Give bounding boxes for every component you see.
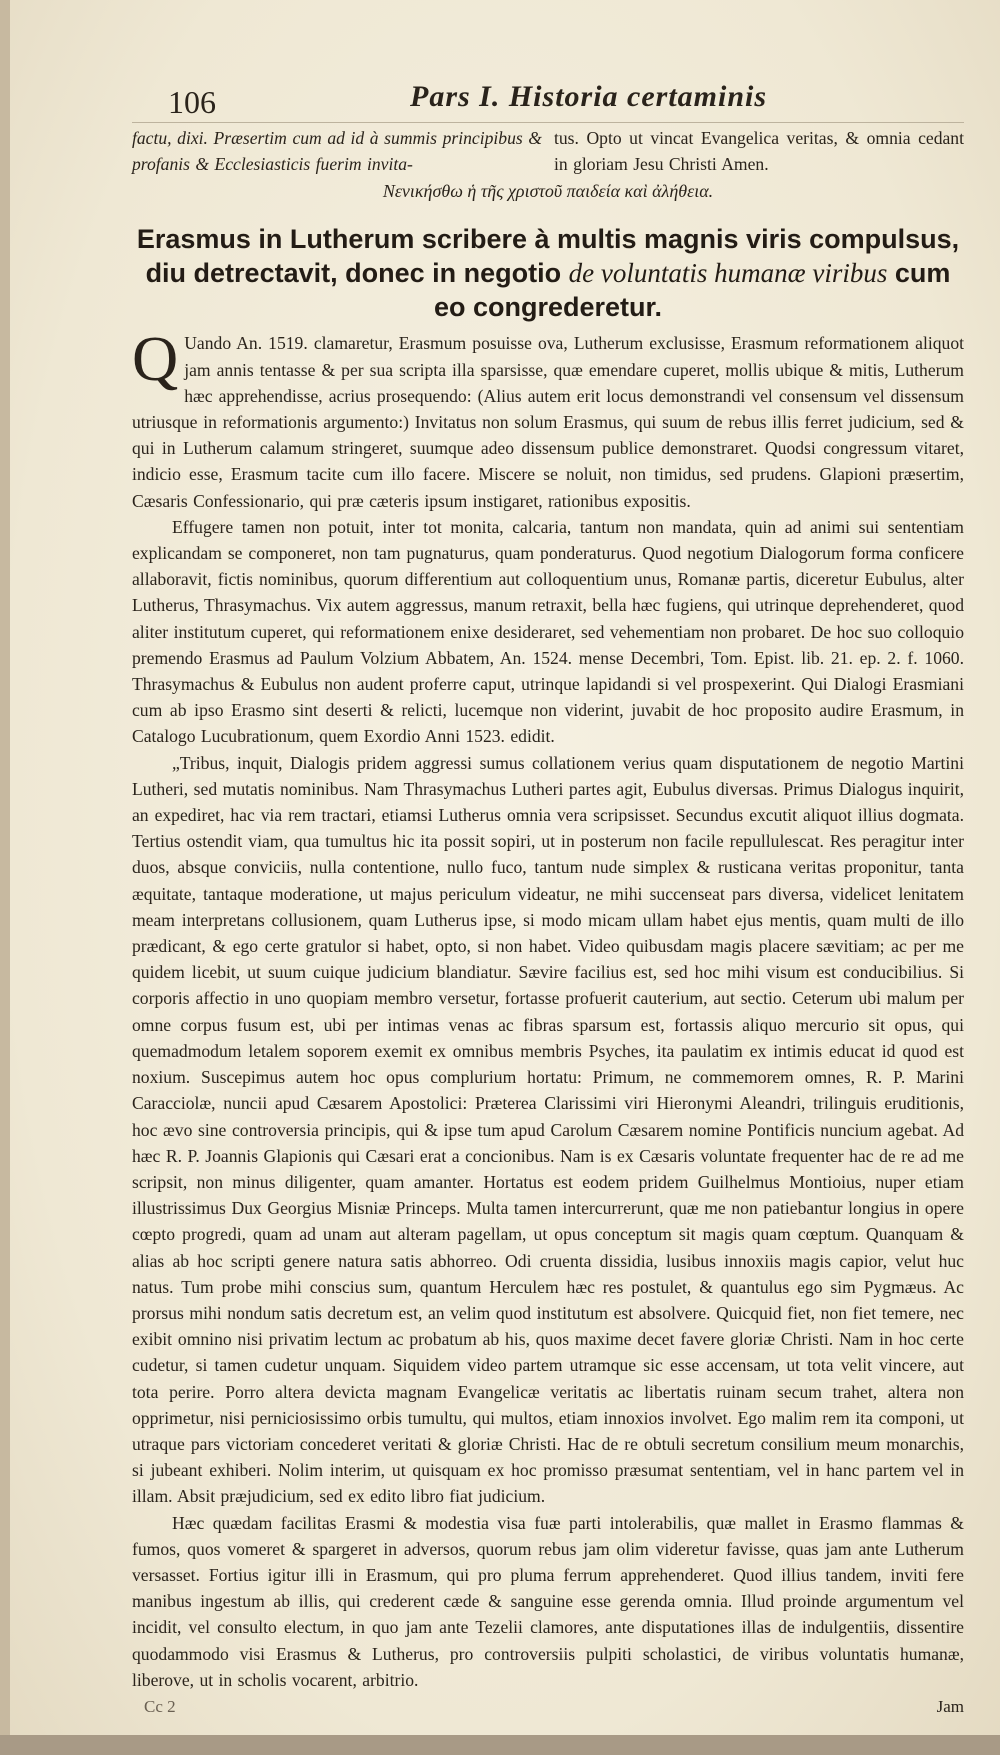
heading-part-1: Erasmus in Lutherum scribere à multis magnis viris compulsus, diu detrectavit, donec in negotio	[136, 224, 960, 289]
paragraph-1-text: Uando An. 1519. clamaretur, Erasmum posuisse ova, Lutherum exclusisse, Erasmum reformationem aliquot jam annis tentasse & per sua scripta illa sparsisse, quæ emendare cuperet, mollis ubique & mitis, Lutherum hæc apprehendisse, acrius prosequendo: (Alius autem erit locus demonstrandi vel consensum vel dissensum utriusque in reformationis argumento:) Invitatus non solum Erasmus, qui suum de rebus illis ferret judicium, sed & qui in Lutherum calamum stringeret, suumque adeo dissensum publice demonstraret. Quodsi congressum vitaret, indicio esse, Erasmum tacite cum illo facere. Miscere se noluit, non timidus, sed prudens. Glapioni præsertim, Cæsaris Confessionario, qui præ cæteris ipsum instigaret, rationibus expositis.	[132, 333, 964, 511]
greek-motto: Νενικήσθω ἡ τῆς χριστοῦ παιδεία καὶ ἀλήθεια.	[382, 181, 714, 202]
page-footer	[132, 1695, 964, 1723]
paragraph-3-quotation: „Tribus, inquit, Dialogis pridem aggressi sumus collationem verius quam disputationem de negotio Martini Lutheri, sed mutatis nominibus. Nam Thrasymachus Lutheri partes agit, Eubulus diversas. Primus Dialogus inquirit, an expediret, hac via rem tractari, etiamsi Lutherus omnia vera scripsisset. Secundus excutit aliquot illius dogmata. Tertius ostendit viam, qua tumultus hic ita possit sopiri, ut in posterum non facile repullulescat. Res peragitur inter duos, absque conviciis, nulla contentione, nullo fuco, tantum nude simplex & rusticana veritas proponitur, tanta æquitate, tantaque moderatione, ut majus periculum videatur, ne mihi succenseat pars diversa, videlicet lenitatem meam interpretans collusionem, quam Lutherus ipse, si modo micam ullam habet ejus mentis, quam multi de illo prædicant, & ego certe gratulor si habet, opto, si non habet. Video quibusdam magis placere sævitiam; ac per me quidem licebit, ut suum cuique judicium blandiatur. Sævire facilius est, sed hoc mihi visum est conducibilius. Si corporis affectio in uno quopiam membro versetur, fortasse profuerit cauterium, aut sectio. Ceterum ubi malum per omne corpus fusum est, ubi per intimas venas ac fibras sparsum est, fortassis aliquo mercurio sit opus, qui quemadmodum letalem soporem exemit ex omnibus membris Psyches, ita paulatim ex intimis educat id quod est noxium. Suscepimus autem hoc opus complurium hortatu: Primum, ne commemorem omnes, R. P. Marini Caracciolæ, nuncii apud Cæsarem Apostolici: Præterea Clarissimi viri Hieronymi Aleandri, trilinguis eruditionis, hoc ævo sine controversia principis, qui & ipse tum apud Carolum Cæsarem nomine Pontificis nuncium agebat. Ad hæc R. P. Joannis Glapionis qui Cæsari erat a concionibus. Nam is ex Cæsaris voluntate frequenter hac de re ad me scripsit, non minus diligenter, quam amanter. Hortatus est eodem pridem Guilhelmus Montioius, nuper etiam illustrissimus Dux Georgius Misniæ Princeps. Multa tamen intercurrerunt, quæ me non patiebantur longius in opere cœpto progredi, quam ad unam aut alteram pagellam, ut opus conceptum sit magis quam cœptum. Quanquam & alias ab hoc scripti genere natura satis abhorreo. Odi cruenta dissidia, lusibus innoxiis magis capior, velut huc natus. Tum probe mihi conscius sum, quantum Herculem hæc res postulet, & quantulus ego sim Pygmæus. Ac prorsus mihi nondum satis decretum est, an velim quod institutum est absolvere. Quicquid fiet, non fiet temere, nec exibit omnino nisi privatim lectum ac probatum ab his, quos maxime decet favere gloriæ Christi. Nam in hoc certe cudetur, si tamen cudetur unquam. Siquidem video partem utramque sic esse accensam, ut tota velit vincere, aut tota perire. Porro altera devicta magnam Evangelicæ veritatis ac libertatis ruinam secum trahet, altera non opprimetur, nisi perniciosissimo orbis tumultu, qui multos, etiam innoxios involvet. Ego malim rem ita componi, ut utraque pars victoriam concederet veritati & gloriæ Christi. Hac de re obtuli secretum consilium meum monarchis, si jubeant exhiberi. Nolim interim, ut quisquam ex hoc promisso præsumat sententiam, vel in hanc partem vel in illam. Absit præjudicium, sed ex edito libro fiat judicium.	[132, 752, 964, 1507]
two-column-close	[132, 125, 964, 177]
column-right: tus. Opto ut vincat Evangelica veritas, & omnia cedant in gloriam Jesu Christi Amen.	[554, 128, 964, 175]
running-title: Pars I. Historia certaminis	[410, 80, 768, 113]
paragraph-1	[132, 323, 964, 513]
page-edge-bottom	[0, 1735, 1000, 1755]
heading-part-3: cum eo congrederetur.	[433, 258, 951, 323]
signature-mark: Cc 2	[144, 1696, 176, 1716]
column-left: factu, dixi. Præsertim cum ad id à summis principibus & profanis & Ecclesiasticis fuerim invita-	[132, 128, 542, 175]
page-content	[132, 78, 964, 1723]
catchword: Jam	[936, 1696, 964, 1716]
page-number: 106	[168, 84, 216, 120]
running-header	[132, 78, 964, 123]
section-heading	[132, 222, 964, 324]
drop-cap: Q	[132, 323, 179, 395]
paragraph-4: Hæc quædam facilitas Erasmi & modestia visa fuæ parti intolerabilis, quæ mallet in Erasmo flammas & fumos, quos vomeret & spargeret in adversos, quorum rebus jam olim videretur favisse, quas jam ante Lutherum versasset. Fortius igitur illi in Erasmum, qui pro pluma ferrum apprehenderet. Quod illius tandem, inviti fere manibus ingestum ab illis, qui crederent cæde & sanguine esse gerenda omnia. Illud proinde argumentum vel incidit, vel consulto electum, in quo jam ante Tezelii clamores, ante disputationes illas de indulgentiis, dissentire quodammodo visi Erasmus & Lutherus, pro controversiis pulpiti scholastici, de viribus voluntatis humanæ, liberove, ut in scholis vocarent, arbitrio.	[132, 1512, 964, 1690]
heading-part-2: de voluntatis humanæ viribus	[568, 258, 888, 289]
page-edge-left	[0, 0, 10, 1755]
paragraph-2: Effugere tamen non potuit, inter tot monita, calcaria, tantum non mandata, quin ad animi sui sententiam explicandam se componeret, non tam pugnaturus, quam ponderaturus. Quod negotium Dialogorum forma conficere allaboravit, fictis nominibus, quorum differentium aut colloquentium unus, Romanæ partis, diceretur Eubulus, alter Lutherus, Thrasymachus. Vix autem aggressus, manum retraxit, bella hæc fugiens, qui utrinque deprehenderet, quod aliter institutum cuperet, qui reformationem enixe desideraret, sed vehementiam non probaret. De hoc suo colloquio premendo Erasmus ad Paulum Volzium Abbatem, An. 1524. mense Decembri, Tom. Epist. lib. 21. ep. 2. f. 1060. Thrasymachus & Eubulus non audent proferre caput, utrinque lapidandi si vel prospexerint. Qui Dialogi Erasmiani cum ab ipso Erasmo sint deserti & relicti, lucemque non viderint, juvabit de hoc proposito audire Erasmum, in Catalogo Lucubrationum, quem Exordio Anni 1523. edidit.	[132, 516, 964, 747]
